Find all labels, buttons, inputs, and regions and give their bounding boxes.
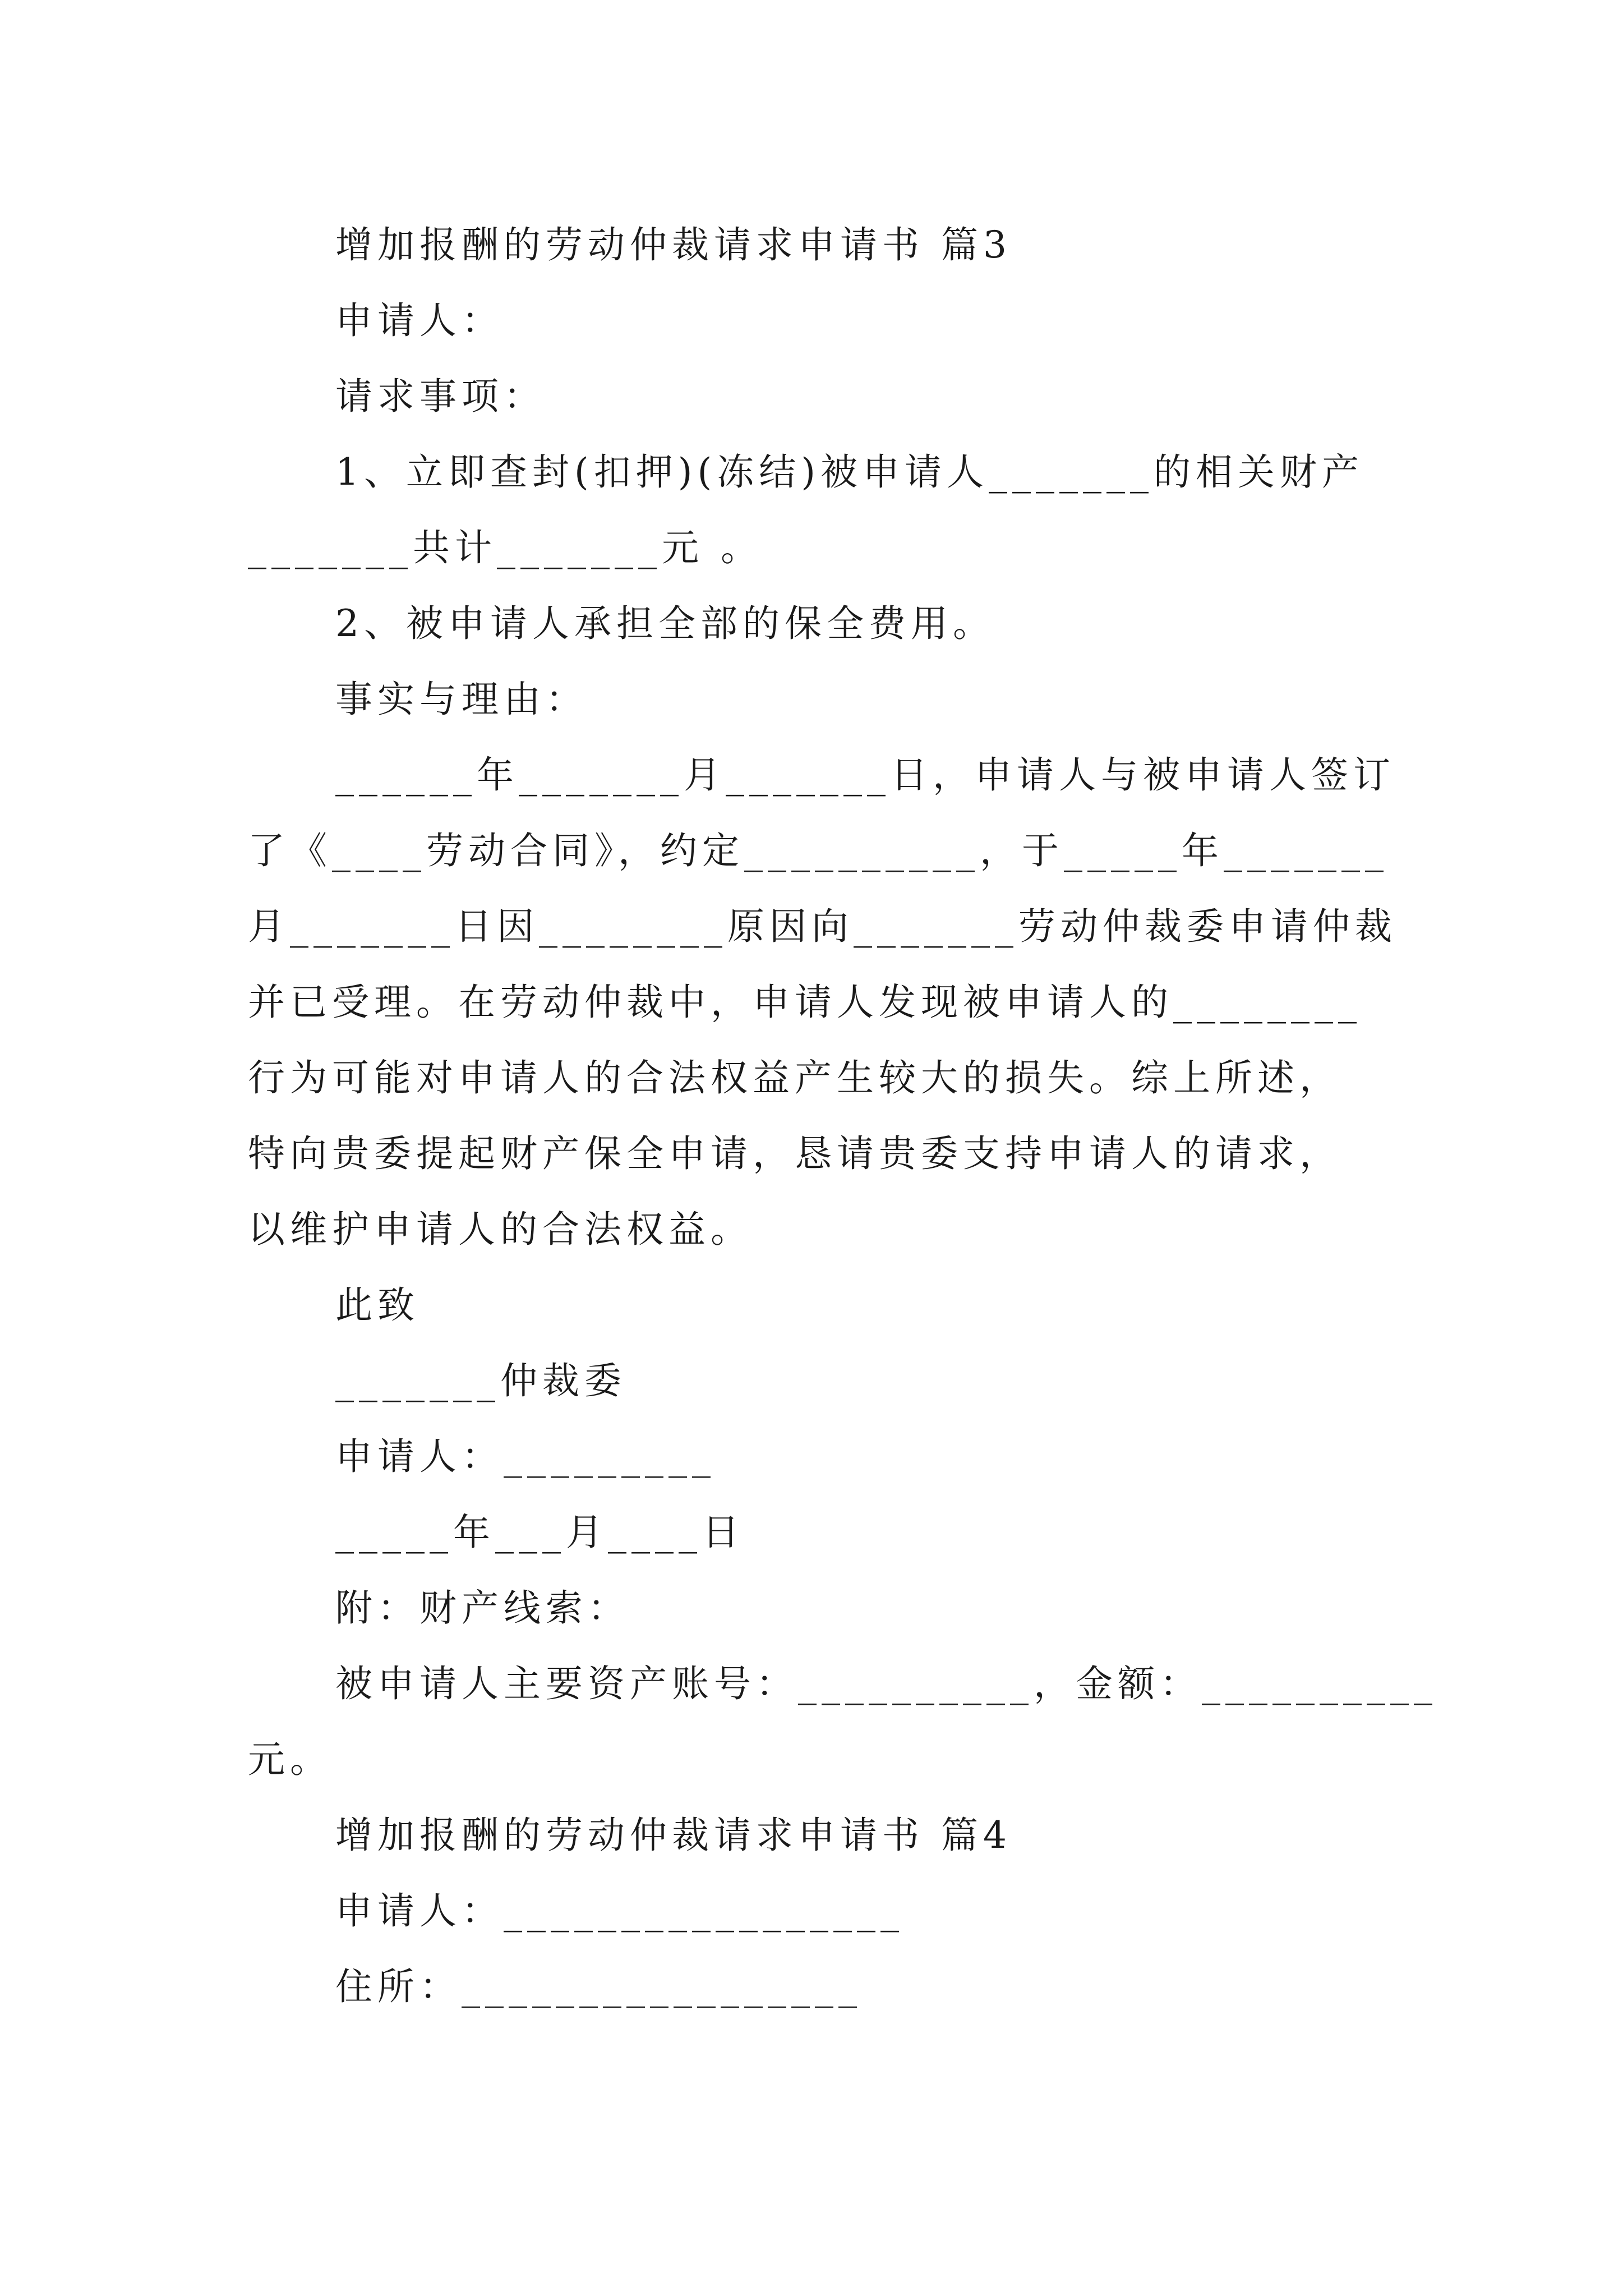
applicant-label: 申请人： xyxy=(335,299,504,342)
facts-paragraph-line-3: 月_______日因________原因向_______劳动仲裁委申请仲裁 xyxy=(248,905,1397,948)
facts-paragraph-line-7: 以维护申请人的合法权益。 xyxy=(248,1208,753,1251)
asset-account-line: 被申请人主要资产账号：__________，金额：__________ xyxy=(335,1662,1437,1705)
facts-reasons-heading: 事实与理由： xyxy=(335,678,588,721)
request-item-2: 2、被申请人承担全部的保全费用。 xyxy=(335,602,995,645)
signature-applicant: 申请人：_________ xyxy=(335,1435,716,1478)
facts-paragraph-line-5: 行为可能对申请人的合法权益产生较大的损失。综上所述， xyxy=(248,1056,1341,1099)
request-item-1-continued: _______共计_______元 。 xyxy=(248,526,763,569)
facts-paragraph-line-2: 了《____劳动合同》，约定__________，于_____年_______ xyxy=(248,829,1389,872)
signature-date: _____年___月____日 xyxy=(335,1511,744,1554)
applicant-field: 申请人：_________________ xyxy=(335,1889,904,1932)
request-items-heading: 请求事项： xyxy=(335,375,546,418)
asset-account-line-continued: 元。 xyxy=(248,1738,332,1781)
section-title-4: 增加报酬的劳动仲裁请求申请书 篇4 xyxy=(335,1814,1012,1857)
facts-paragraph-line-4: 并已受理。在劳动仲裁中，申请人发现被申请人的________ xyxy=(248,981,1362,1024)
residence-field: 住所：_________________ xyxy=(335,1965,862,2008)
facts-paragraph-line-1: ______年_______月_______日，申请人与被申请人签订 xyxy=(335,753,1395,797)
salutation: 此致 xyxy=(335,1283,419,1327)
facts-paragraph-line-6: 特向贵委提起财产保全申请，恳请贵委支持申请人的请求， xyxy=(248,1132,1341,1175)
request-item-1: 1、立即查封(扣押)(冻结)被申请人_______的相关财产 xyxy=(335,450,1364,494)
section-title-3: 增加报酬的劳动仲裁请求申请书 篇3 xyxy=(335,223,1012,266)
attachment-heading: 附：财产线索： xyxy=(335,1586,630,1630)
addressee: _______仲裁委 xyxy=(335,1359,626,1402)
